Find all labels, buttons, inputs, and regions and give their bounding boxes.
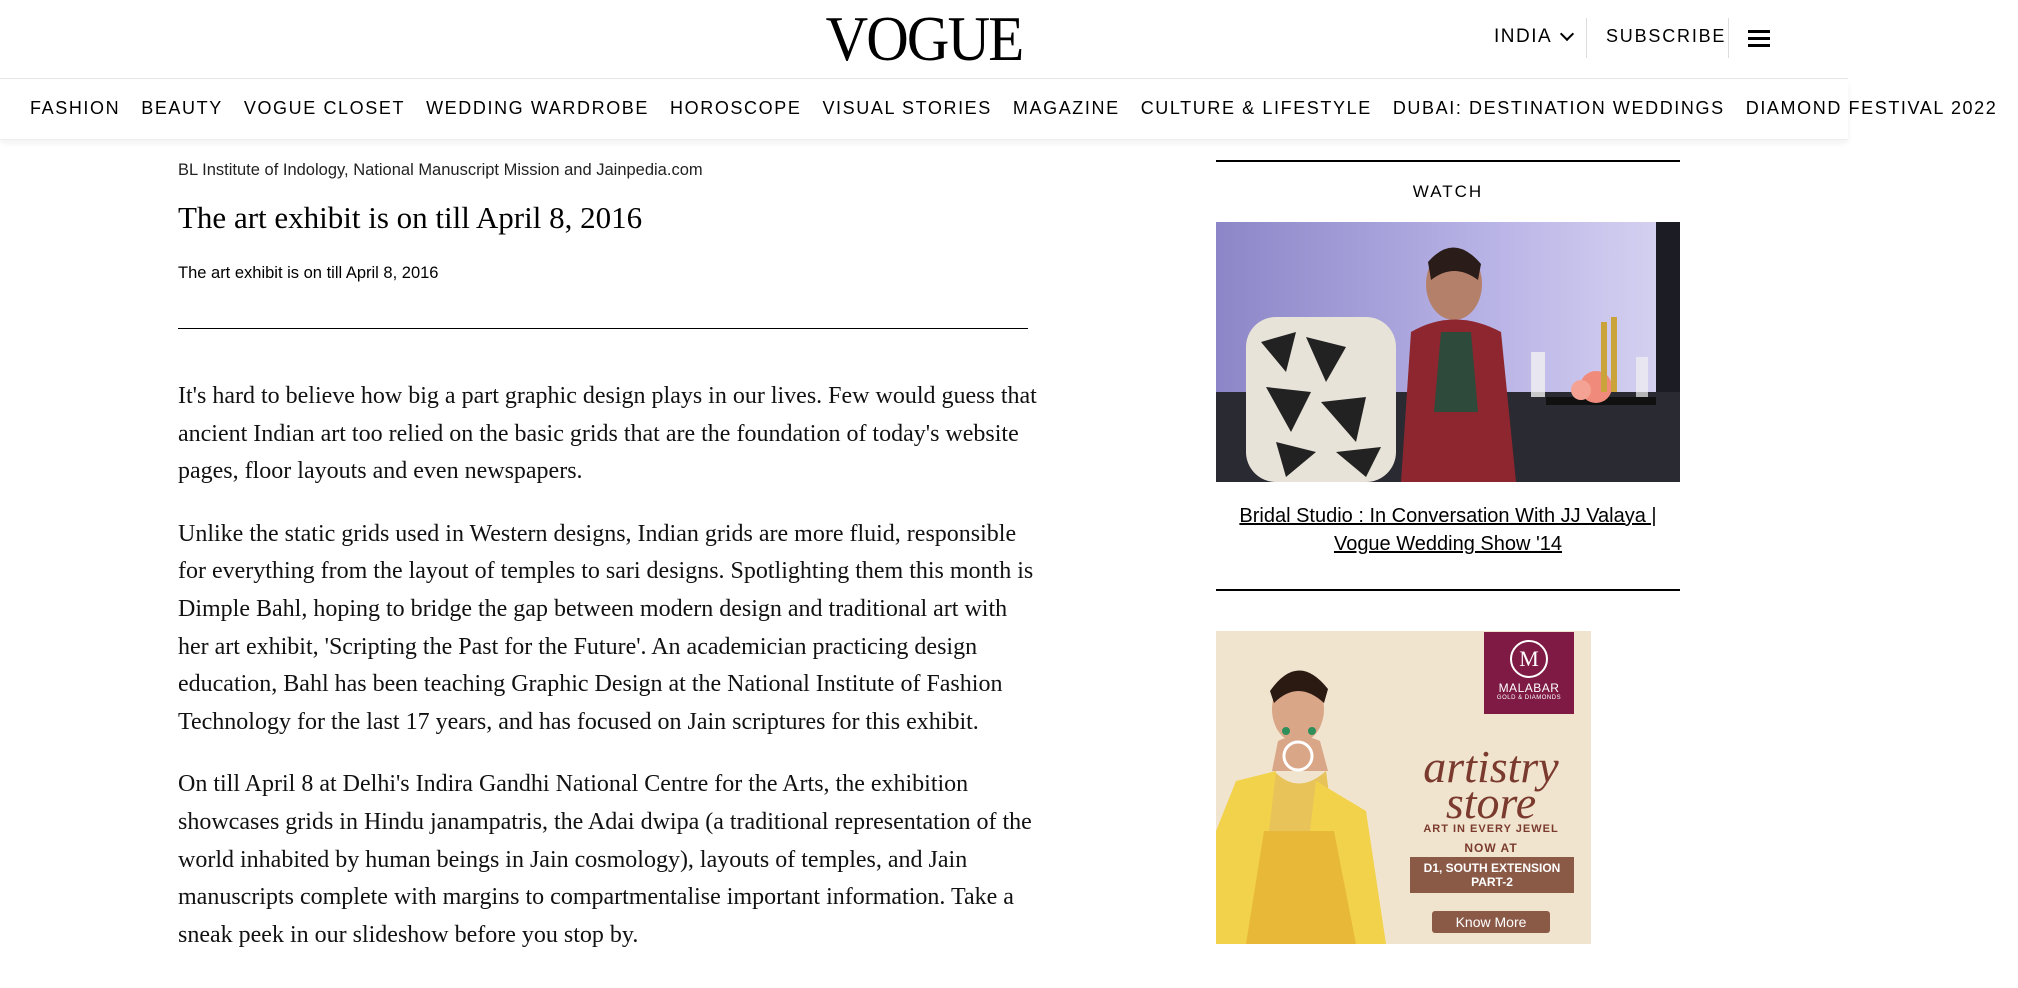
ad-know-more-button[interactable]: Know More <box>1432 911 1550 933</box>
video-still <box>1216 222 1680 482</box>
region-label: INDIA <box>1494 26 1553 47</box>
image-credit: BL Institute of Indology, National Manuscript Mission and Jainpedia.com <box>178 161 703 179</box>
header-divider <box>1728 18 1729 58</box>
watch-divider-bottom <box>1216 589 1680 591</box>
subscribe-link[interactable]: SUBSCRIBE <box>1606 26 1727 46</box>
video-title-link[interactable]: Bridal Studio : In Conversation With JJ Valaya | Vogue Wedding Show '14 <box>1239 505 1657 555</box>
article-paragraph: On till April 8 at Delhi's Indira Gandhi National Centre for the Arts, the exhibition showcases grids in Hindu janampatris, the Adai dwipa (a traditional representation of the world inhabited by human beings in Jain cosmology), layouts of temples, and Jain manuscripts complete with margins to compartmentalise important information. Take a sneak peek in our slideshow before you stop by. <box>178 771 1032 948</box>
nav-item-culture-lifestyle[interactable]: CULTURE & LIFESTYLE <box>1140 98 1372 118</box>
site-header <box>0 0 1848 79</box>
nav-item-visual-stories[interactable]: VISUAL STORIES <box>822 98 992 118</box>
malabar-m-icon: M <box>1510 640 1548 678</box>
video-thumbnail[interactable] <box>1216 222 1680 482</box>
malabar-advertisement[interactable] <box>1216 631 1591 944</box>
nav-item-beauty[interactable]: BEAUTY <box>141 98 223 118</box>
nav-item-diamond-festival[interactable]: DIAMOND FESTIVAL 2022 <box>1745 98 1998 118</box>
header-divider <box>1586 18 1587 58</box>
ad-headline <box>1396 741 1586 828</box>
nav-item-magazine[interactable]: MAGAZINE <box>1012 98 1120 118</box>
caption-divider <box>178 328 1028 329</box>
ad-brand-tagline: GOLD & DIAMONDS <box>1496 695 1562 701</box>
malabar-logo <box>1484 632 1574 714</box>
nav-item-horoscope[interactable]: HOROSCOPE <box>670 98 802 118</box>
nav-item-vogue-closet[interactable]: VOGUE CLOSET <box>243 98 406 118</box>
article-paragraph: It's hard to believe how big a part graphic design plays in our lives. Few would guess that ancient Indian art too relied on the basic grids that are the foundation of today's website pages, floor layouts and even newspapers. <box>178 383 1037 485</box>
ad-now-at: NOW AT <box>1464 841 1518 855</box>
chevron-down-icon <box>1560 27 1574 41</box>
image-caption-title: The art exhibit is on till April 8, 2016 <box>178 200 643 235</box>
watch-heading: WATCH <box>1412 182 1484 201</box>
ad-tagline: ART IN EVERY JEWEL <box>1423 823 1559 835</box>
ad-location: D1, SOUTH EXTENSION PART-2 <box>1410 857 1574 893</box>
nav-item-wedding-wardrobe[interactable]: WEDDING WARDROBE <box>426 98 650 118</box>
watch-divider-top <box>1216 160 1680 162</box>
nav-item-dubai-destination-weddings[interactable]: DUBAI: DESTINATION WEDDINGS <box>1392 98 1725 118</box>
article-body <box>178 378 1038 979</box>
ad-headline-line2: store <box>1445 777 1537 828</box>
region-selector[interactable] <box>1494 26 1572 48</box>
article-paragraph: Unlike the static grids used in Western designs, Indian grids are more fluid, responsible for everything from the layout of temples to sari designs. Spotlighting them this month is Dimple Bahl, hoping to bridge the gap between modern design and traditional art with her art exhibit, 'Scripting the Past for the Future'. An academician practicing design education, Bahl has been teaching Graphic Design at the National Institute of Fashion Technology for the last 17 years, and has focused on Jain scriptures for this exhibit. <box>178 520 1034 735</box>
hamburger-menu-icon[interactable] <box>1748 30 1770 46</box>
main-nav <box>0 80 1998 140</box>
ad-brand-name: MALABAR <box>1498 681 1560 695</box>
nav-item-fashion[interactable]: FASHION <box>30 98 121 118</box>
image-caption: The art exhibit is on till April 8, 2016 <box>178 264 439 282</box>
ad-headline-line1: artistry <box>1423 741 1559 792</box>
vogue-logo[interactable]: VOGUE <box>825 3 1023 74</box>
